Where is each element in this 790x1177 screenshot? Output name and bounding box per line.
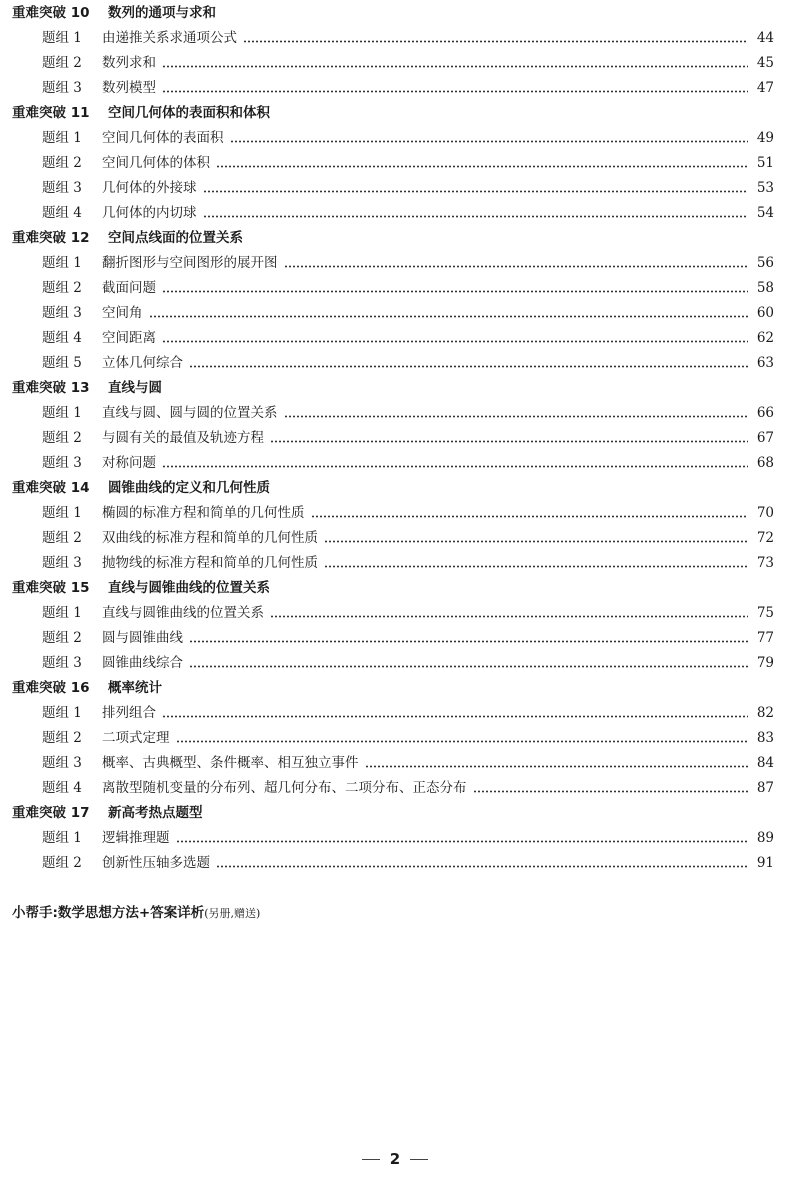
section-label: 重难突破 15 (12, 580, 90, 596)
entry-page-number: 58 (756, 280, 774, 296)
section-label: 重难突破 12 (12, 230, 90, 246)
entry-title: 截面问题 (102, 280, 156, 296)
section-label: 重难突破 10 (12, 5, 90, 21)
entry-page-number: 89 (756, 830, 774, 846)
entry-page-number: 54 (756, 205, 774, 221)
section-title: 直线与圆 (108, 380, 162, 396)
helper-main-text: 小帮手:数学思想方法+答案详析 (12, 905, 205, 921)
entry-title: 逻辑推理题 (102, 830, 170, 846)
entry-title: 抛物线的标准方程和简单的几何性质 (102, 555, 318, 571)
section-heading (12, 102, 270, 124)
entry-page-number: 68 (756, 455, 774, 471)
dot-leader (162, 290, 748, 293)
dot-leader (284, 265, 749, 268)
entry-page-number: 51 (756, 155, 774, 171)
toc-entry[interactable] (42, 527, 774, 549)
group-label: 题组 2 (42, 280, 82, 296)
section-heading (12, 227, 243, 249)
entry-title: 与圆有关的最值及轨迹方程 (102, 430, 264, 446)
group-label: 题组 3 (42, 455, 82, 471)
entry-title: 圆锥曲线综合 (102, 655, 183, 671)
toc-entry[interactable] (42, 252, 774, 274)
entry-page-number: 45 (756, 55, 774, 71)
section-title: 直线与圆锥曲线的位置关系 (108, 580, 270, 596)
toc-entry[interactable] (42, 452, 774, 474)
entry-title: 空间角 (102, 305, 143, 321)
section-label: 重难突破 11 (12, 105, 90, 121)
toc-entry[interactable] (42, 427, 774, 449)
group-label: 题组 1 (42, 255, 82, 271)
section-title: 概率统计 (108, 680, 162, 696)
group-label: 题组 3 (42, 305, 82, 321)
entry-title: 空间几何体的体积 (102, 155, 210, 171)
dot-leader (324, 540, 748, 543)
toc-entry[interactable] (42, 177, 774, 199)
dot-leader (270, 440, 748, 443)
dot-leader (365, 765, 749, 768)
section-label: 重难突破 13 (12, 380, 90, 396)
dot-leader (270, 615, 748, 618)
dot-leader (284, 415, 749, 418)
entry-page-number: 67 (756, 430, 774, 446)
group-label: 题组 3 (42, 655, 82, 671)
dot-leader (203, 215, 749, 218)
entry-page-number: 60 (756, 305, 774, 321)
dot-leader (473, 790, 749, 793)
group-label: 题组 2 (42, 430, 82, 446)
section-title: 新高考热点题型 (108, 805, 203, 821)
entry-title: 对称问题 (102, 455, 156, 471)
dot-leader (324, 565, 748, 568)
dot-leader (203, 190, 749, 193)
dot-leader (176, 840, 749, 843)
section-title: 空间几何体的表面积和体积 (108, 105, 270, 121)
group-label: 题组 1 (42, 130, 82, 146)
dot-leader (189, 665, 748, 668)
entry-page-number: 87 (756, 780, 774, 796)
entry-page-number: 73 (756, 555, 774, 571)
entry-title: 几何体的外接球 (102, 180, 197, 196)
group-label: 题组 3 (42, 180, 82, 196)
group-label: 题组 3 (42, 755, 82, 771)
entry-page-number: 47 (756, 80, 774, 96)
entry-title: 概率、古典概型、条件概率、相互独立事件 (102, 755, 359, 771)
entry-page-number: 56 (756, 255, 774, 271)
toc-entry[interactable] (42, 727, 774, 749)
toc-entry[interactable] (42, 77, 774, 99)
entry-page-number: 66 (756, 405, 774, 421)
page-number: 2 (389, 1150, 401, 1168)
dot-leader (230, 140, 749, 143)
toc-entry[interactable] (42, 702, 774, 724)
group-label: 题组 3 (42, 555, 82, 571)
dot-leader (162, 65, 748, 68)
group-label: 题组 4 (42, 205, 82, 221)
dot-leader (162, 340, 748, 343)
group-label: 题组 4 (42, 330, 82, 346)
section-heading (12, 802, 203, 824)
entry-title: 椭圆的标准方程和简单的几何性质 (102, 505, 305, 521)
group-label: 题组 2 (42, 155, 82, 171)
section-label: 重难突破 16 (12, 680, 90, 696)
section-label: 重难突破 17 (12, 805, 90, 821)
entry-title: 立体几何综合 (102, 355, 183, 371)
dot-leader (162, 465, 748, 468)
toc-entry[interactable] (42, 27, 774, 49)
toc-entry[interactable] (42, 502, 774, 524)
group-label: 题组 2 (42, 730, 82, 746)
dot-leader (149, 315, 749, 318)
entry-page-number: 77 (756, 630, 774, 646)
group-label: 题组 4 (42, 780, 82, 796)
entry-page-number: 49 (756, 130, 774, 146)
toc-entry[interactable] (42, 752, 774, 774)
entry-page-number: 83 (756, 730, 774, 746)
dot-leader (216, 865, 748, 868)
toc-entry[interactable] (42, 602, 774, 624)
section-heading (12, 577, 270, 599)
toc-entry[interactable] (42, 402, 774, 424)
entry-title: 数列求和 (102, 55, 156, 71)
dot-leader (162, 90, 748, 93)
dot-leader (176, 740, 749, 743)
entry-page-number: 79 (756, 655, 774, 671)
section-label: 重难突破 14 (12, 480, 90, 496)
entry-page-number: 91 (756, 855, 774, 871)
group-label: 题组 2 (42, 855, 82, 871)
entry-title: 圆与圆锥曲线 (102, 630, 183, 646)
toc-entry[interactable] (42, 652, 774, 674)
toc-entry[interactable] (42, 277, 774, 299)
toc-entry[interactable] (42, 552, 774, 574)
section-heading (12, 477, 270, 499)
helper-supplement-note: (另册,赠送) (204, 907, 261, 920)
group-label: 题组 1 (42, 30, 82, 46)
toc-entry[interactable] (42, 852, 774, 874)
entry-title: 翻折图形与空间图形的展开图 (102, 255, 278, 271)
group-label: 题组 5 (42, 355, 82, 371)
entry-page-number: 63 (756, 355, 774, 371)
group-label: 题组 1 (42, 705, 82, 721)
group-label: 题组 2 (42, 530, 82, 546)
dot-leader (189, 640, 748, 643)
group-label: 题组 1 (42, 405, 82, 421)
section-title: 空间点线面的位置关系 (108, 230, 243, 246)
dot-leader (162, 715, 748, 718)
toc-entry[interactable] (42, 827, 774, 849)
dot-leader (243, 40, 748, 43)
entry-page-number: 72 (756, 530, 774, 546)
footer-dash-right (410, 1159, 428, 1160)
toc-entry[interactable] (42, 127, 774, 149)
footer-dash-left (362, 1159, 380, 1160)
entry-title: 二项式定理 (102, 730, 170, 746)
group-label: 题组 3 (42, 80, 82, 96)
section-heading (12, 377, 162, 399)
toc-entry[interactable] (42, 52, 774, 74)
entry-title: 空间距离 (102, 330, 156, 346)
group-label: 题组 1 (42, 830, 82, 846)
entry-title: 几何体的内切球 (102, 205, 197, 221)
group-label: 题组 2 (42, 630, 82, 646)
entry-page-number: 70 (756, 505, 774, 521)
page-footer (0, 1147, 790, 1171)
dot-leader (189, 365, 748, 368)
entry-title: 直线与圆、圆与圆的位置关系 (102, 405, 278, 421)
group-label: 题组 1 (42, 605, 82, 621)
entry-title: 由递推关系求通项公式 (102, 30, 237, 46)
entry-title: 空间几何体的表面积 (102, 130, 224, 146)
section-heading (12, 2, 216, 24)
entry-page-number: 44 (756, 30, 774, 46)
helper-note-line (12, 902, 260, 924)
entry-page-number: 75 (756, 605, 774, 621)
entry-title: 创新性压轴多选题 (102, 855, 210, 871)
toc-entry[interactable] (42, 352, 774, 374)
entry-title: 双曲线的标准方程和简单的几何性质 (102, 530, 318, 546)
toc-entry[interactable] (42, 627, 774, 649)
toc-entry[interactable] (42, 327, 774, 349)
entry-title: 排列组合 (102, 705, 156, 721)
entry-page-number: 82 (756, 705, 774, 721)
entry-page-number: 84 (756, 755, 774, 771)
section-heading (12, 677, 162, 699)
dot-leader (311, 515, 749, 518)
entry-title: 离散型随机变量的分布列、超几何分布、二项分布、正态分布 (102, 780, 467, 796)
entry-page-number: 62 (756, 330, 774, 346)
entry-title: 数列模型 (102, 80, 156, 96)
section-title: 圆锥曲线的定义和几何性质 (108, 480, 270, 496)
toc-entry[interactable] (42, 777, 774, 799)
entry-title: 直线与圆锥曲线的位置关系 (102, 605, 264, 621)
dot-leader (216, 165, 748, 168)
group-label: 题组 2 (42, 55, 82, 71)
toc-entry[interactable] (42, 202, 774, 224)
section-title: 数列的通项与求和 (108, 5, 216, 21)
toc-entry[interactable] (42, 302, 774, 324)
entry-page-number: 53 (756, 180, 774, 196)
group-label: 题组 1 (42, 505, 82, 521)
toc-entry[interactable] (42, 152, 774, 174)
